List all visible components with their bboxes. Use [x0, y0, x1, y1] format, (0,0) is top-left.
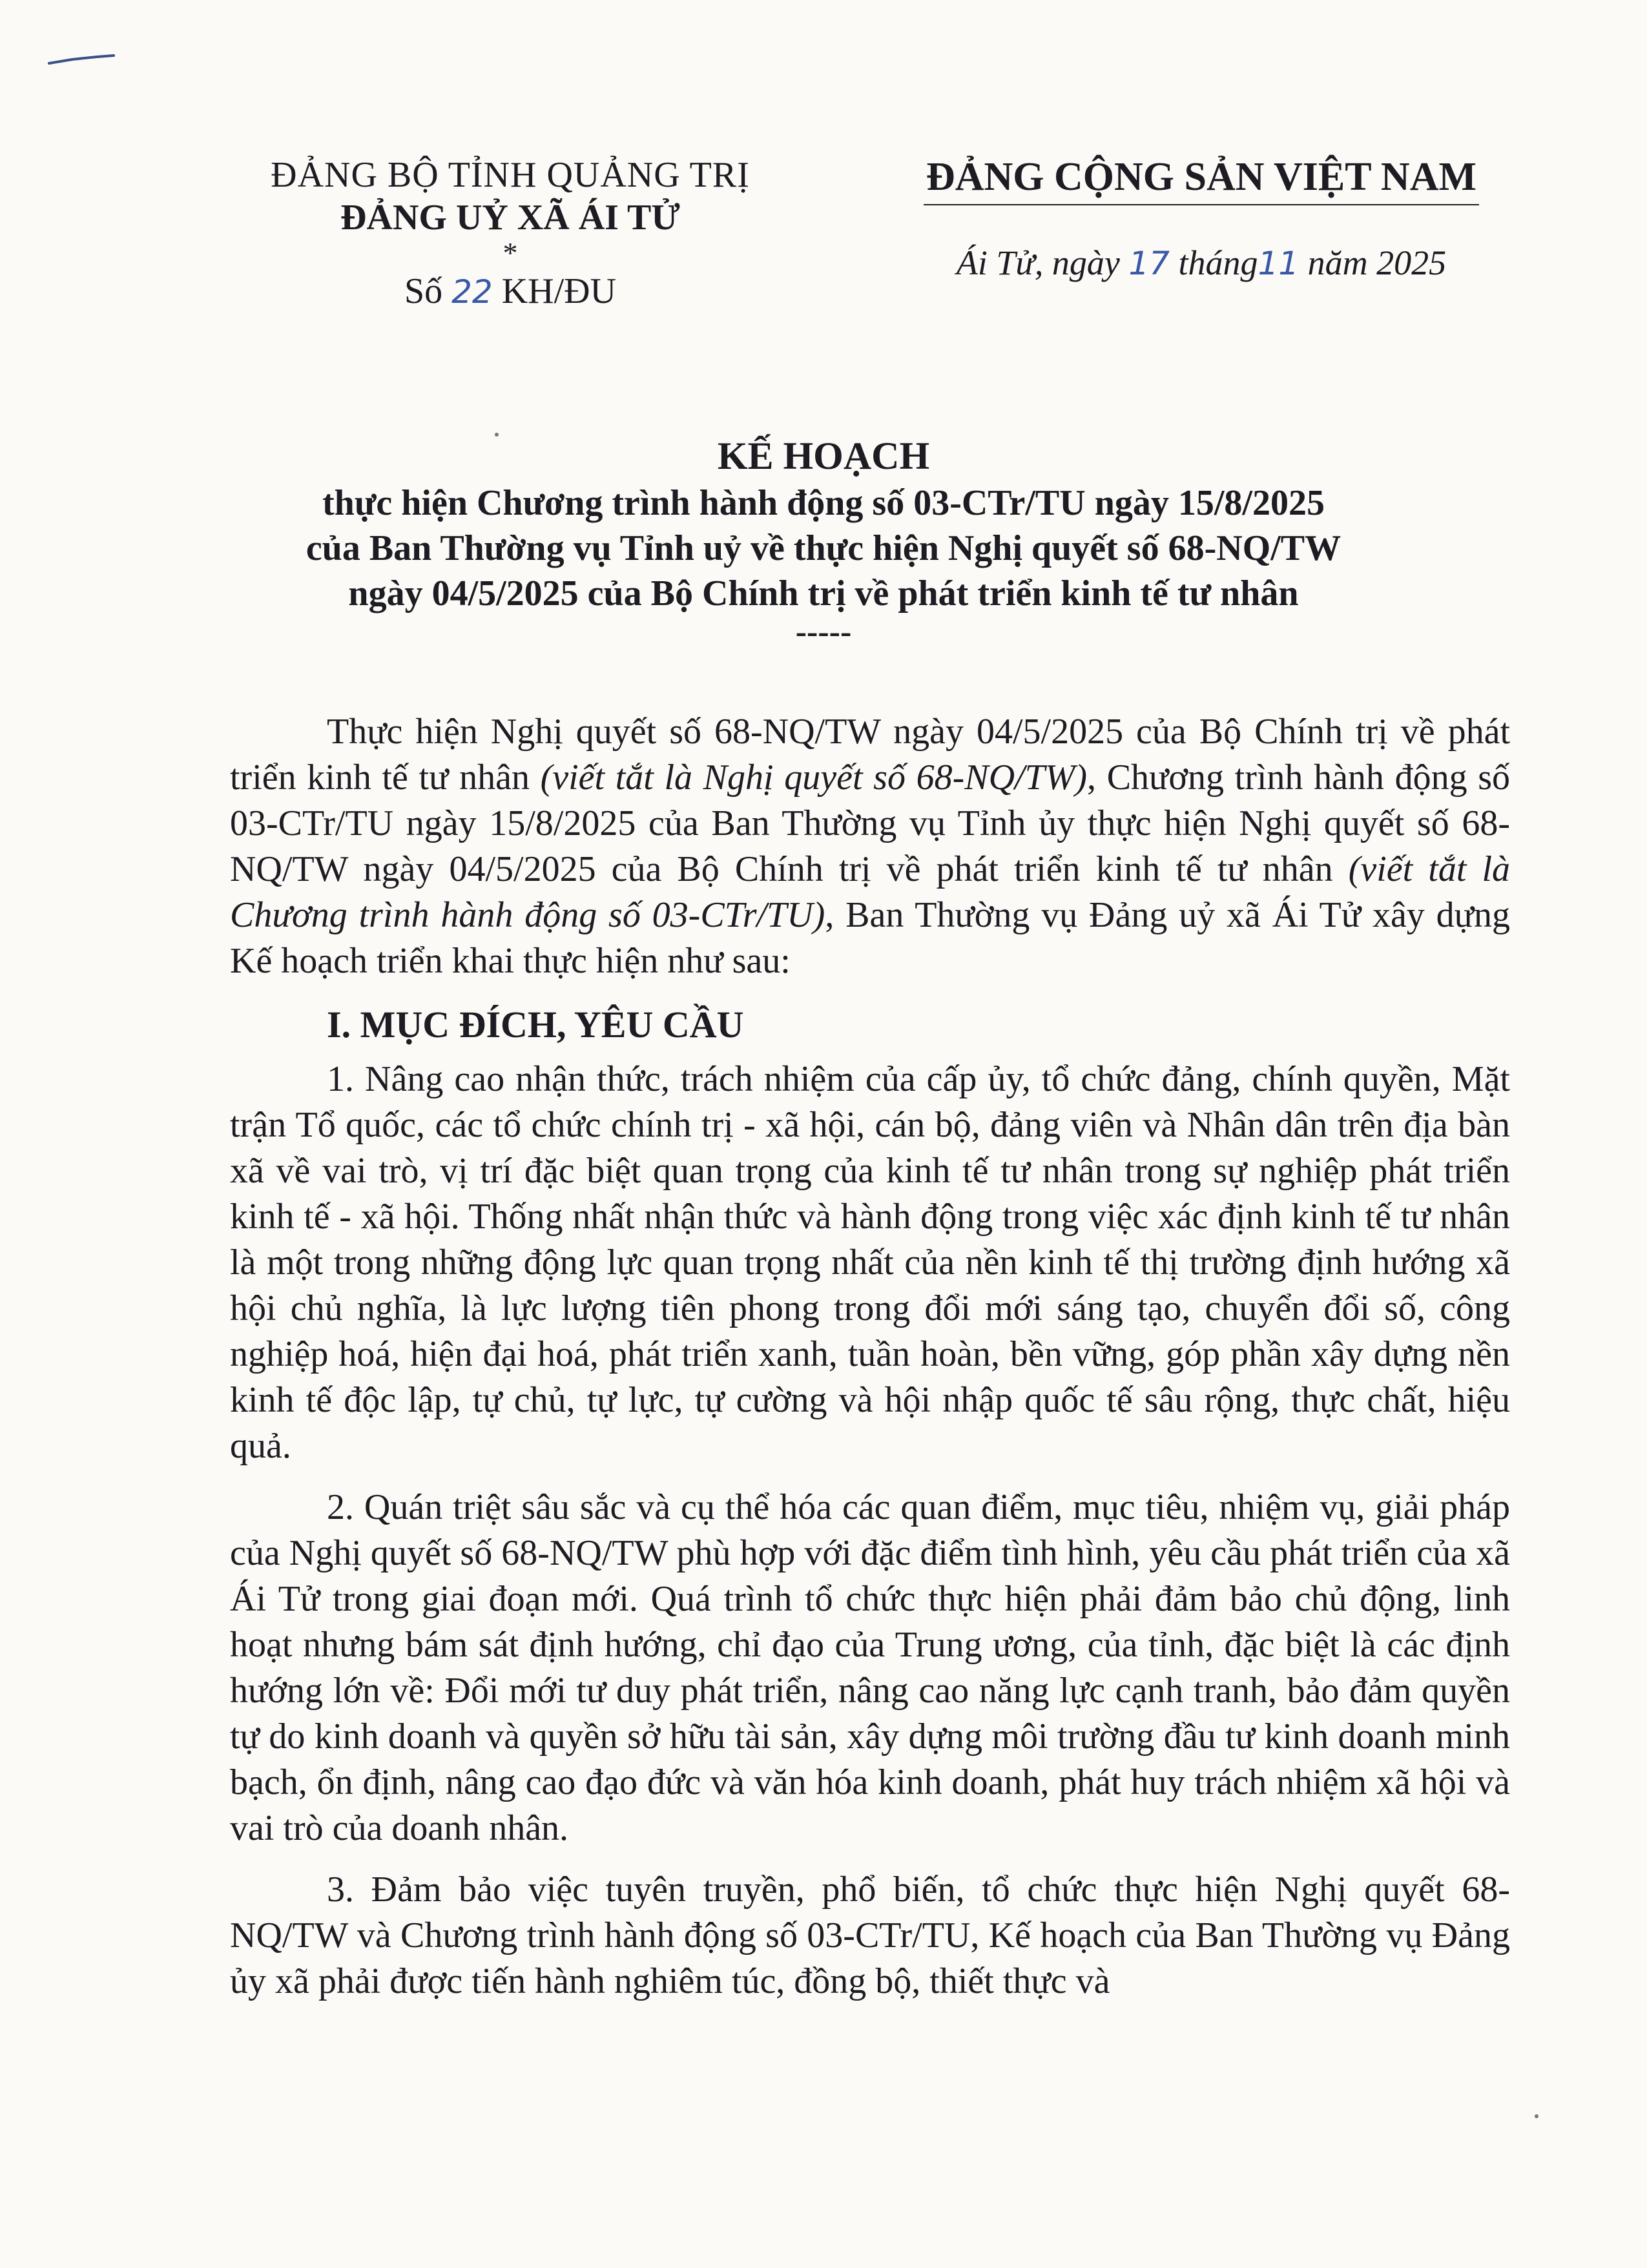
document-number-handwritten: 22 — [451, 273, 493, 311]
title-main: KẾ HOẠCH — [717, 435, 930, 477]
date-day-handwritten: 17 — [1128, 245, 1170, 282]
scan-speck — [495, 433, 499, 437]
issuing-organization — [233, 154, 788, 313]
document-title — [194, 431, 1453, 648]
party-name: ĐẢNG CỘNG SẢN VIỆT NAM — [926, 155, 1476, 199]
section-heading: I. MỤC ĐÍCH, YÊU CẦU — [327, 1004, 744, 1046]
intro-italic-2: (viết tắt là Chương trình hành động số 03-CTr/TU) — [230, 849, 1510, 935]
date-place: Ái Tử, ngày — [956, 243, 1120, 282]
section-item-2: 2. Quán triệt sâu sắc và cụ thể hóa các quan điểm, mục tiêu, nhiệm vụ, giải pháp của Nghị quyết số 68-NQ/TW phù hợp với đặc điểm tình hình, yêu cầu phát triển của xã Ái Tử trong giai đoạn mới. Quá trình tổ chức thực hiện phải đảm bảo chủ động, linh hoạt nhưng bám sát định hướng, chỉ đạo của Trung ương, của tỉnh, đặc biệt là các định hướng lớn về: Đổi mới tư duy phát triển, nâng cao năng lực cạnh tranh, bảo đảm quyền tự do kinh doanh và quyền sở hữu tài sản, xây dựng môi trường đầu tư kinh doanh minh bạch, ổn định, nâng cao đạo đức và văn hóa kinh doanh, phát huy trách nhiệm xã hội và vai trò của doanh nhân. — [230, 1487, 1510, 1848]
date-month-label: tháng — [1178, 243, 1258, 282]
party-name-underline — [924, 204, 1479, 205]
intro-text-1: Thực hiện Nghị quyết số 68-NQ/TW ngày 04/5/2025 của Bộ Chính trị về phát triển kinh tế tư nhân — [230, 712, 1510, 798]
intro-text-2: , Chương trình hành động số 03-CTr/TU ngày 15/8/2025 của Ban Thường vụ Tỉnh ủy thực hiện Nghị quyết số 68-NQ/TW ngày 04/5/2025 của Bộ Chính trị về phát triển kinh tế tư nhân — [230, 758, 1511, 889]
title-line-3: ngày 04/5/2025 của Bộ Chính trị về phát triển kinh tế tư nhân — [348, 573, 1299, 613]
scan-speck — [1535, 2114, 1538, 2118]
intro-text-3: , Ban Thường vụ Đảng uỷ xã Ái Tử xây dựng Kế hoạch triển khai thực hiện như sau: — [230, 895, 1510, 981]
document-number-prefix: Số — [404, 271, 443, 311]
pen-mark-scribble — [47, 53, 118, 67]
title-line-2: của Ban Thường vụ Tỉnh uỷ về thực hiện Nghị quyết số 68-NQ/TW — [306, 528, 1341, 568]
issuing-committee: ĐẢNG UỶ XÃ ÁI TỬ — [340, 198, 680, 238]
star-separator: * — [502, 236, 518, 269]
section-item-3: 3. Đảm bảo việc tuyên truyền, phổ biến, tổ chức thực hiện Nghị quyết 68-NQ/TW và Chương trình hành động số 03-CTr/TU, Kế hoạch của Ban Thường vụ Đảng ủy xã phải được tiến hành nghiêm túc, đồng bộ, thiết thực và — [230, 1870, 1510, 2001]
title-separator: ----- — [795, 613, 852, 650]
issue-date — [891, 242, 1511, 285]
document-number — [233, 270, 788, 313]
national-header — [891, 154, 1511, 285]
date-year: năm 2025 — [1307, 243, 1447, 282]
document-body — [230, 709, 1510, 2020]
section-item-1: 1. Nâng cao nhận thức, trách nhiệm của cấp ủy, tổ chức đảng, chính quyền, Mặt trận Tổ quốc, các tổ chức chính trị - xã hội, cán bộ, đảng viên và Nhân dân trên địa bàn xã về vai trò, vị trí đặc biệt quan trọng của kinh tế tư nhân trong sự nghiệp phát triển kinh tế - xã hội. Thống nhất nhận thức và hành động trong việc xác định kinh tế tư nhân là một trong những động lực quan trọng nhất của nền kinh tế thị trường định hướng xã hội chủ nghĩa, là lực lượng tiên phong trong đổi mới sáng tạo, chuyển đổi số, công nghiệp hoá, hiện đại hoá, phát triển xanh, tuần hoàn, bền vững, góp phần xây dựng nền kinh tế độc lập, tự chủ, tự lực, tự cường và hội nhập quốc tế sâu rộng, thực chất, hiệu quả. — [230, 1059, 1510, 1466]
date-month-handwritten: 11 — [1258, 245, 1300, 282]
document-number-suffix: KH/ĐU — [501, 271, 617, 311]
title-line-1: thực hiện Chương trình hành động số 03-CTr/TU ngày 15/8/2025 — [322, 483, 1325, 523]
intro-italic-1: (viết tắt là Nghị quyết số 68-NQ/TW) — [540, 758, 1088, 798]
intro-paragraph — [230, 709, 1510, 984]
parent-organization: ĐẢNG BỘ TỈNH QUẢNG TRỊ — [271, 155, 750, 195]
